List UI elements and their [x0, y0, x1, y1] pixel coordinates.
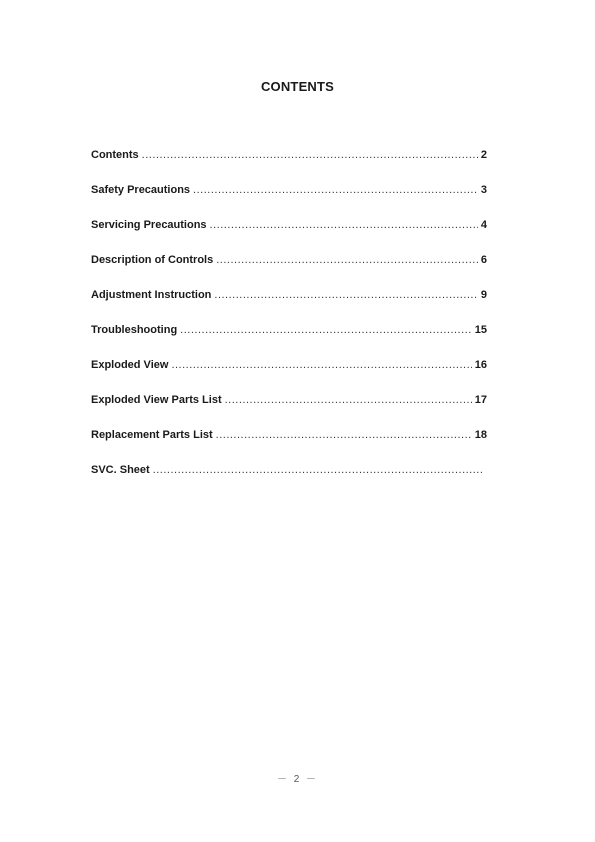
toc-dot-leader: [193, 184, 478, 196]
toc-entry-label: Troubleshooting: [91, 324, 178, 336]
toc-dot-leader: [171, 359, 471, 371]
toc-entry-label: Replacement Parts List: [91, 429, 213, 441]
toc-entry-label: Safety Precautions: [91, 184, 191, 196]
toc-dot-leader: [153, 464, 484, 476]
page-title: CONTENTS: [260, 79, 335, 94]
toc-entry-troubleshooting[interactable]: [91, 324, 487, 359]
toc-entry-page: 16: [474, 359, 487, 371]
toc-dot-leader: [142, 149, 478, 161]
toc-entry-page: 4: [480, 219, 487, 231]
page-number: － 2 －: [276, 774, 319, 785]
toc-dot-leader: [214, 289, 477, 301]
toc-entry-label: Exploded View Parts List: [91, 394, 222, 406]
toc-entry-exploded-view[interactable]: [91, 359, 487, 394]
toc-entry-page: 6: [480, 254, 487, 266]
toc-dot-leader: [225, 394, 472, 406]
toc-entry-label: Exploded View: [91, 359, 169, 371]
toc-entry-label: SVC. Sheet: [91, 464, 150, 476]
toc-entry-exploded-view-parts-list[interactable]: [91, 394, 487, 429]
toc-entry-page: 2: [480, 149, 487, 161]
toc-dot-leader: [216, 429, 472, 441]
toc-dot-leader: [180, 324, 472, 336]
toc-dot-leader: [210, 219, 478, 231]
toc-entry-contents[interactable]: [91, 149, 487, 184]
toc-dot-leader: [216, 254, 478, 266]
toc-entry-description-of-controls[interactable]: [91, 254, 487, 289]
toc-entry-label: Servicing Precautions: [91, 219, 207, 231]
toc-entry-replacement-parts-list[interactable]: [91, 429, 487, 464]
toc-entry-page: 9: [480, 289, 487, 301]
toc-entry-page: 18: [474, 429, 487, 441]
toc-entry-label: Description of Controls: [91, 254, 214, 266]
toc-entry-servicing-precautions[interactable]: [91, 219, 487, 254]
toc-entry-label: Contents: [91, 149, 139, 161]
toc-entry-page: 17: [474, 394, 487, 406]
toc-entry-safety-precautions[interactable]: [91, 184, 487, 219]
toc-entry-svc-sheet[interactable]: [91, 464, 487, 499]
toc-entry-label: Adjustment Instruction: [91, 289, 212, 301]
toc-entry-page: 3: [480, 184, 487, 196]
table-of-contents: [91, 149, 487, 499]
toc-entry-page: 15: [474, 324, 487, 336]
toc-entry-adjustment-instruction[interactable]: [91, 289, 487, 324]
